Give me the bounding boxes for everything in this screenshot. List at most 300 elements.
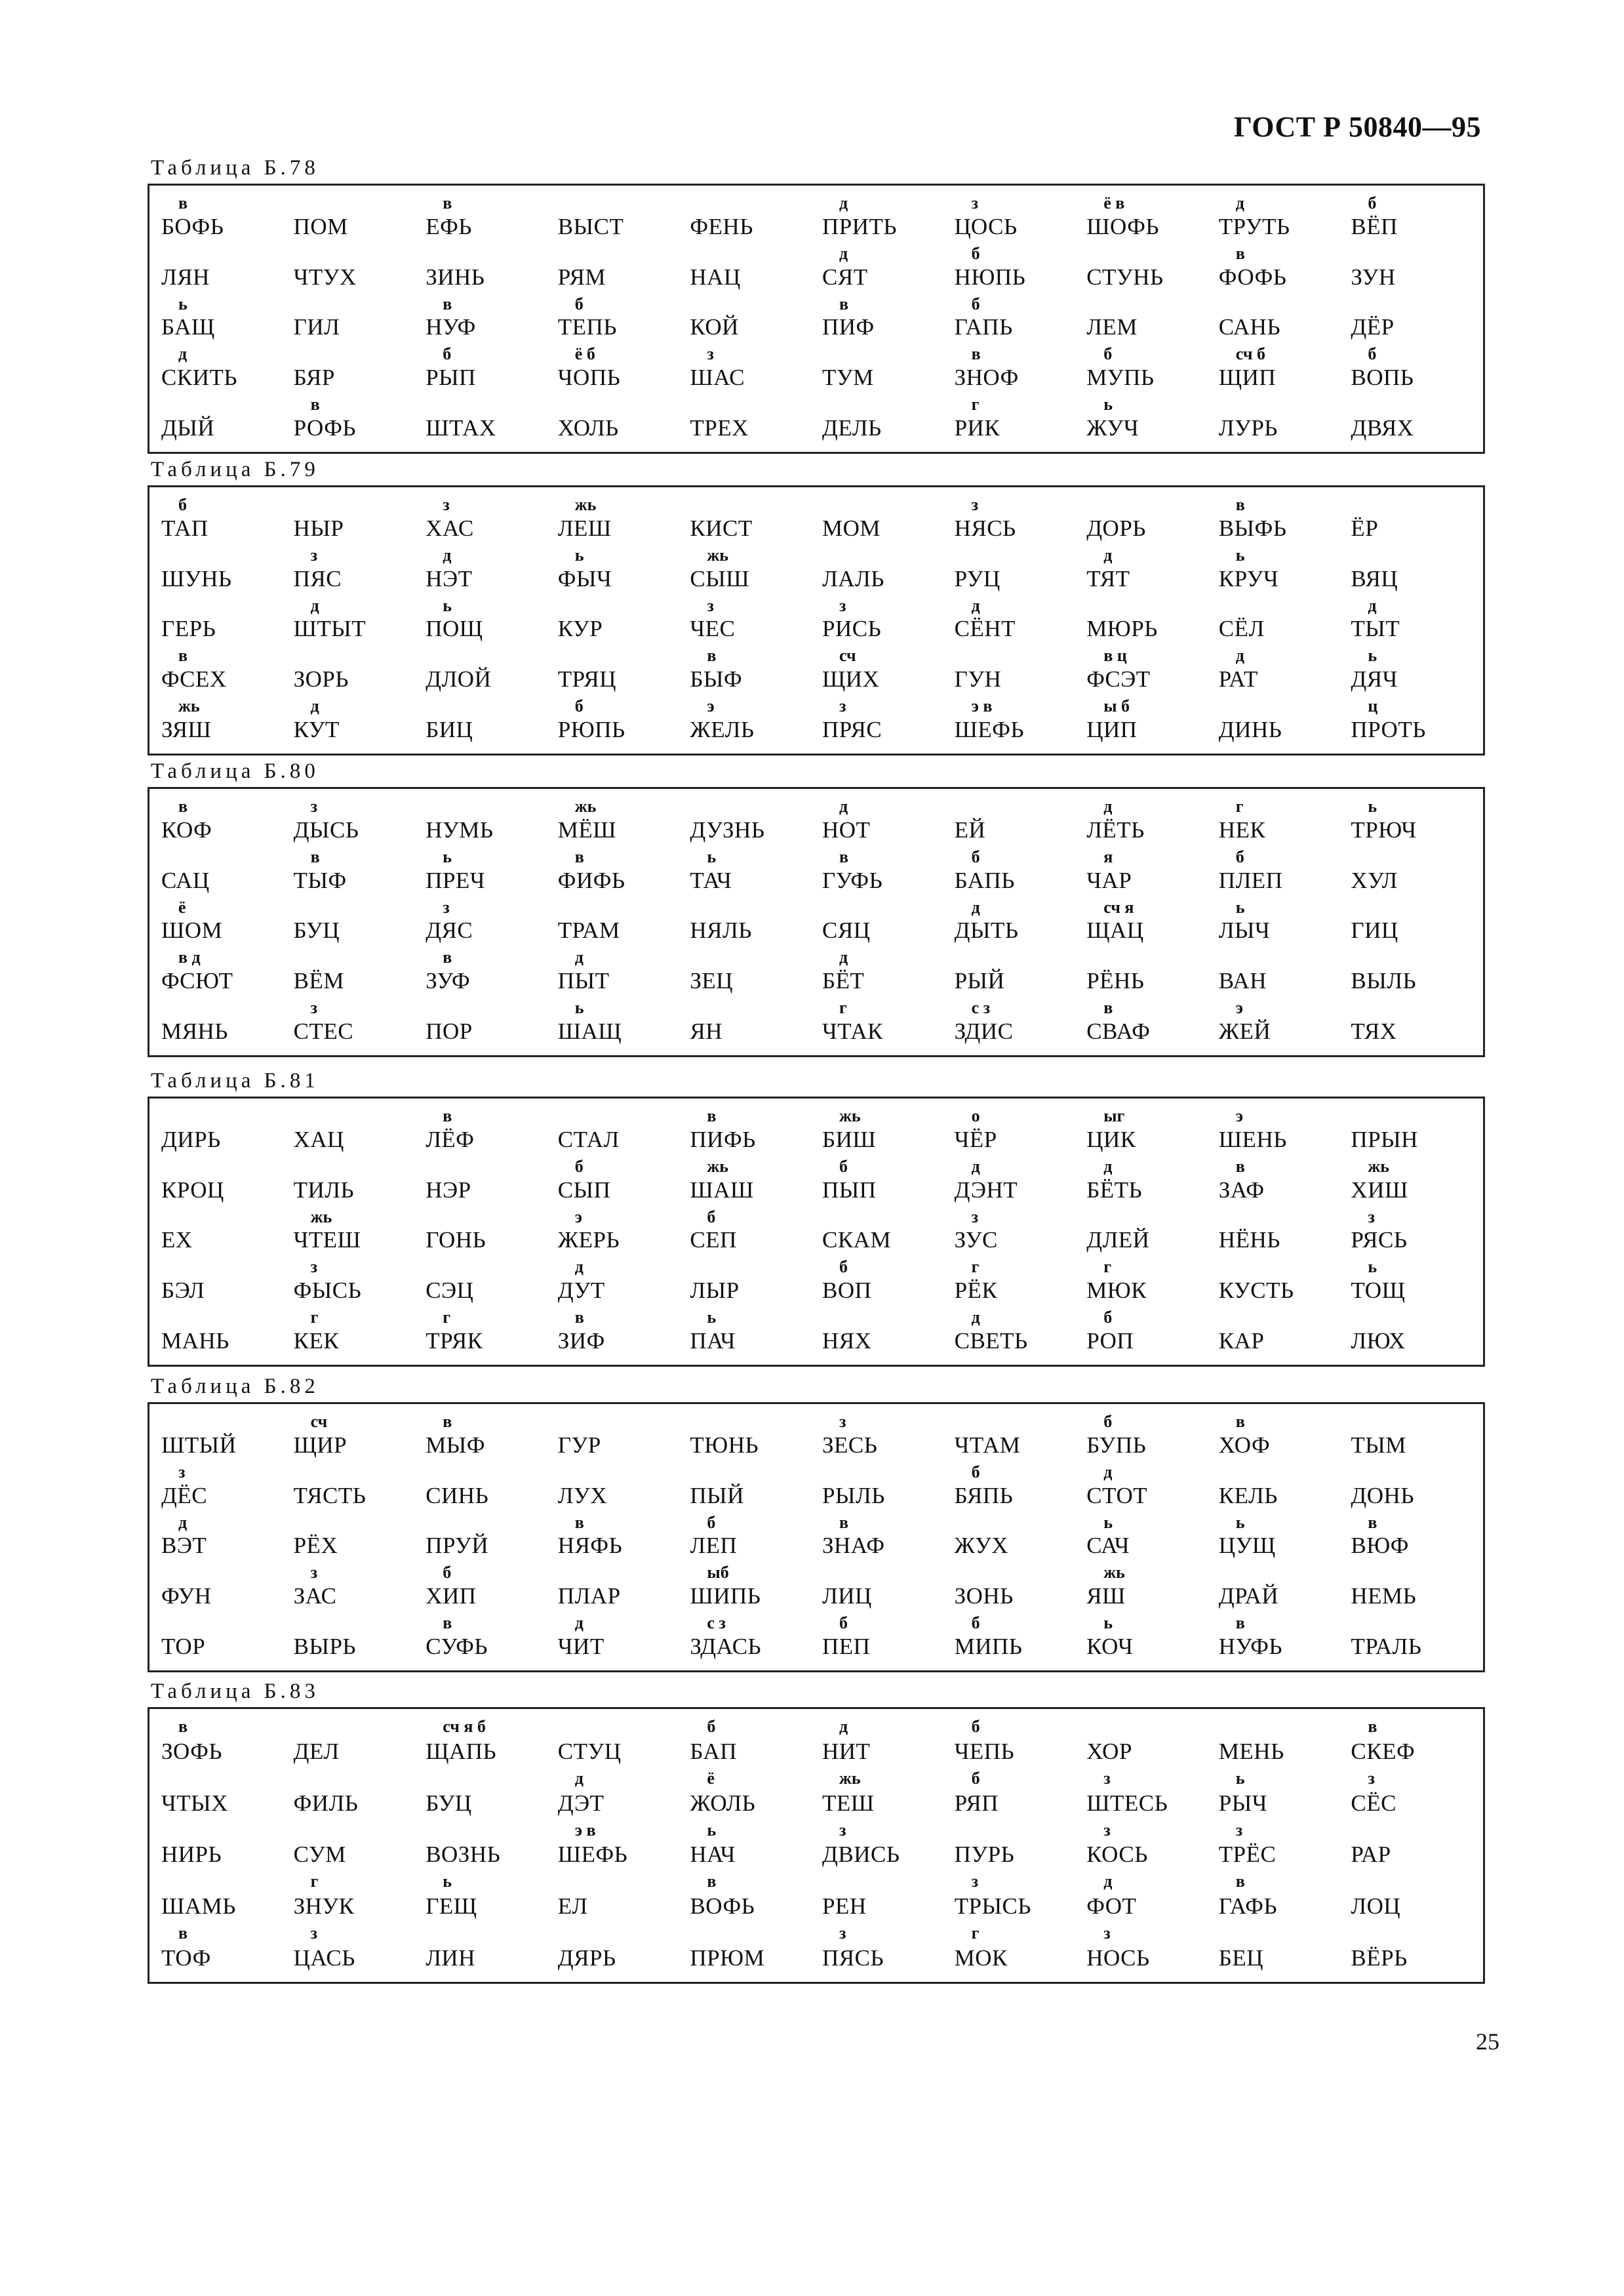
syllable-word: КОЧ	[1086, 1634, 1134, 1659]
syllable-word: ПРИТЬ	[822, 213, 897, 239]
syllable-word: ДВЯХ	[1351, 415, 1414, 441]
syllable-word: СВЕТЬ	[954, 1328, 1028, 1354]
phoneme-annotation: б	[971, 1462, 980, 1481]
syllable-word: РЁК	[954, 1278, 998, 1304]
syllable-word: ЩИР	[293, 1432, 347, 1458]
phoneme-annotation: ь	[1368, 646, 1377, 666]
phoneme-annotation: б	[574, 696, 584, 716]
table-cell	[1219, 646, 1351, 696]
table-cell	[955, 998, 1087, 1049]
phoneme-annotation: в	[443, 1613, 452, 1633]
phoneme-annotation: в	[1103, 998, 1113, 1018]
table-cell	[426, 847, 558, 898]
syllable-word: ЧЕПЬ	[954, 1738, 1015, 1764]
table-cell	[161, 1207, 294, 1258]
syllable-word: СЁС	[1351, 1790, 1396, 1816]
table-cell	[1086, 1513, 1219, 1563]
table-cell	[1219, 1106, 1351, 1157]
syllable-word: ФОФЬ	[1218, 264, 1287, 290]
phoneme-annotation: б	[839, 1156, 848, 1176]
table-cell	[1219, 1308, 1351, 1358]
table-cell	[822, 696, 955, 747]
syllable-word: ЗЕЦ	[690, 968, 734, 994]
phoneme-annotation: в	[178, 1923, 188, 1943]
table-cell	[1219, 1769, 1351, 1821]
table-cell	[822, 1563, 955, 1613]
syllable-word: ПРУЙ	[426, 1533, 489, 1559]
table-cell	[1086, 1157, 1219, 1207]
table-block	[148, 755, 1485, 1057]
syllable-word: ПОМ	[293, 213, 348, 239]
table-cell	[1086, 1769, 1219, 1821]
table-cell	[161, 1412, 294, 1462]
syllable-word: ДЫТЬ	[954, 917, 1019, 944]
table-cell	[822, 546, 955, 596]
table-cell	[1219, 1412, 1351, 1462]
syllable-word: ФСЭТ	[1086, 666, 1151, 693]
table-cell	[822, 1412, 955, 1462]
table-cell	[955, 244, 1087, 294]
syllable-word: РЁХ	[293, 1533, 338, 1559]
phoneme-annotation: з	[839, 1412, 846, 1431]
table-caption: Таблица Б.83	[151, 1680, 319, 1703]
phoneme-annotation: в	[574, 1308, 584, 1327]
phoneme-annotation: жь	[1103, 1563, 1125, 1582]
syllable-word: НЕК	[1218, 816, 1266, 843]
syllable-word: ВОФЬ	[690, 1893, 755, 1920]
table-cell	[161, 898, 294, 948]
syllable-word: ТАП	[161, 515, 208, 541]
phoneme-annotation: з	[310, 797, 318, 816]
syllable-word: ДВИСЬ	[822, 1842, 900, 1868]
syllable-word: РЯСЬ	[1351, 1227, 1408, 1253]
syllable-word: ЛИН	[426, 1945, 475, 1971]
syllable-word: ВЮФ	[1351, 1533, 1409, 1559]
syllable-word: РОП	[1086, 1328, 1134, 1354]
table-cell	[690, 395, 822, 445]
phoneme-annotation: э	[574, 1207, 583, 1226]
syllable-word: МУПЬ	[1086, 365, 1155, 391]
phoneme-annotation: д	[1103, 1462, 1113, 1481]
syllable-word: КОФ	[161, 816, 212, 843]
table-cell	[822, 1872, 955, 1923]
phoneme-annotation: г	[971, 1923, 980, 1943]
table-cell	[1219, 1207, 1351, 1258]
syllable-word: ЖУХ	[954, 1533, 1009, 1559]
table-cell	[161, 1157, 294, 1207]
syllable-word: ХИШ	[1351, 1177, 1408, 1203]
phoneme-annotation: в	[1235, 1156, 1245, 1176]
table-cell	[294, 395, 426, 445]
syllable-word: ВЫРЬ	[293, 1634, 357, 1659]
syllable-word: ЧТЕШ	[293, 1227, 361, 1253]
syllable-word: ПОЩ	[426, 616, 483, 642]
syllable-word: НУФ	[426, 314, 476, 340]
syllable-word: ЁР	[1351, 515, 1379, 541]
syllable-word: РЮПЬ	[557, 717, 625, 742]
table-cell	[1086, 797, 1219, 847]
word-table	[148, 1707, 1485, 1984]
table-cell	[690, 1257, 822, 1308]
table-cell	[822, 1923, 955, 1975]
syllable-word: ВЯЦ	[1351, 565, 1398, 592]
table-cell	[1351, 1106, 1483, 1157]
phoneme-annotation: в	[310, 847, 320, 866]
phoneme-annotation: з	[310, 1563, 318, 1582]
syllable-word: ШЕФЬ	[557, 1842, 628, 1868]
phoneme-annotation: д	[574, 1768, 584, 1788]
table-cell	[1219, 1563, 1351, 1613]
phoneme-annotation: ь	[1235, 545, 1245, 565]
syllable-word: КОСЬ	[1086, 1842, 1148, 1868]
phoneme-annotation: д	[971, 595, 980, 615]
table-cell	[426, 1257, 558, 1308]
phoneme-annotation: в	[839, 1512, 849, 1532]
syllable-word: ЛЮХ	[1351, 1328, 1406, 1354]
syllable-word: СТОТ	[1086, 1482, 1148, 1508]
table-cell	[426, 1412, 558, 1462]
table-cell	[426, 596, 558, 647]
syllable-word: РУЦ	[954, 565, 1000, 592]
table-cell	[822, 395, 955, 445]
syllable-word: ДОНЬ	[1351, 1482, 1414, 1508]
syllable-word: НОСЬ	[1086, 1945, 1150, 1971]
table-cell	[1086, 1308, 1219, 1358]
syllable-word: НЭР	[426, 1177, 471, 1203]
syllable-word: ТЕПЬ	[557, 314, 617, 340]
syllable-word: ТЯХ	[1351, 1018, 1397, 1044]
phoneme-annotation: д	[178, 1512, 188, 1532]
table-cell	[690, 998, 822, 1049]
syllable-word: СЫШ	[690, 565, 750, 592]
phoneme-annotation: б	[1103, 1308, 1113, 1327]
table-cell	[426, 1462, 558, 1513]
table-cell	[955, 1821, 1087, 1872]
syllable-word: ДЫСЬ	[293, 816, 359, 843]
syllable-word: ПЯС	[293, 565, 342, 592]
syllable-word: ТРЯЦ	[557, 666, 617, 693]
phoneme-annotation: з	[443, 495, 450, 514]
table-cell	[690, 797, 822, 847]
phoneme-annotation: ыб	[707, 1563, 729, 1582]
syllable-word: ЧТЫХ	[161, 1790, 228, 1816]
phoneme-annotation: д	[310, 696, 319, 716]
phoneme-annotation: ё	[178, 897, 186, 917]
syllable-word: ХОР	[1086, 1738, 1132, 1764]
syllable-word: ГОНЬ	[426, 1227, 486, 1253]
table-cell	[1351, 344, 1483, 395]
table-cell	[690, 1308, 822, 1358]
syllable-word: НЫР	[293, 515, 344, 541]
syllable-word: ПЫТ	[557, 968, 610, 994]
syllable-word: РИК	[954, 415, 1000, 441]
phoneme-annotation: б	[971, 1613, 980, 1633]
syllable-word: ЛЕП	[690, 1533, 738, 1559]
syllable-word: ПЛЕП	[1218, 867, 1283, 893]
phoneme-annotation: в	[707, 1106, 717, 1125]
syllable-word: ЖЕРЬ	[557, 1227, 620, 1253]
table-cell	[1086, 244, 1219, 294]
table-cell	[690, 1717, 822, 1769]
phoneme-annotation: э	[707, 696, 715, 716]
syllable-word: НЁНЬ	[1218, 1227, 1280, 1253]
table-cell	[294, 1308, 426, 1358]
phoneme-annotation: з	[310, 998, 318, 1018]
table-cell	[1086, 696, 1219, 747]
phoneme-annotation: з	[443, 897, 450, 917]
syllable-word: БАПЬ	[954, 867, 1015, 893]
phoneme-annotation: в	[178, 797, 188, 816]
phoneme-annotation: ь	[574, 545, 584, 565]
phoneme-annotation: ь	[443, 595, 452, 615]
syllable-word: ГЕЩ	[426, 1893, 477, 1920]
word-table	[148, 485, 1485, 755]
table-cell	[1219, 1717, 1351, 1769]
phoneme-annotation: в	[707, 646, 717, 666]
syllable-word: КУСТЬ	[1218, 1278, 1294, 1304]
table-cell	[1219, 898, 1351, 948]
table-cell	[690, 1207, 822, 1258]
syllable-word: МЯНЬ	[161, 1018, 228, 1044]
table-cell	[426, 546, 558, 596]
table-block	[148, 454, 1485, 755]
syllable-word: МИПЬ	[954, 1634, 1023, 1659]
table-cell	[294, 1821, 426, 1872]
phoneme-annotation: б	[707, 1717, 716, 1736]
table-cell	[955, 294, 1087, 345]
phoneme-annotation: з	[1103, 1820, 1111, 1840]
table-cell	[822, 646, 955, 696]
table-cell	[1086, 495, 1219, 546]
table-cell	[294, 596, 426, 647]
syllable-word: ЛЁФ	[426, 1126, 475, 1152]
syllable-word: СЁЛ	[1218, 616, 1265, 642]
table-cell	[294, 898, 426, 948]
syllable-word: ЛИЦ	[822, 1583, 872, 1609]
syllable-word: БЯР	[293, 365, 335, 391]
syllable-word: ТЫФ	[293, 867, 347, 893]
phoneme-annotation: ь	[1368, 797, 1377, 816]
syllable-word: ПОР	[426, 1018, 473, 1044]
phoneme-annotation: ь	[443, 847, 452, 866]
syllable-word: ЯН	[690, 1018, 723, 1044]
phoneme-annotation: в	[839, 847, 849, 866]
table-cell	[294, 344, 426, 395]
syllable-word: ЧТУХ	[293, 264, 357, 290]
table-cell	[822, 1157, 955, 1207]
syllable-word: ЗЕСЬ	[822, 1432, 878, 1458]
table-cell	[690, 1412, 822, 1462]
syllable-word: САЧ	[1086, 1533, 1130, 1559]
table-cell	[822, 495, 955, 546]
table-cell	[294, 1157, 426, 1207]
table-cell	[1086, 1257, 1219, 1308]
phoneme-annotation: ь	[707, 847, 717, 866]
syllable-word: ДЛЕЙ	[1086, 1227, 1150, 1253]
table-cell	[294, 1513, 426, 1563]
table-block	[148, 1065, 1485, 1367]
table-cell	[690, 1462, 822, 1513]
syllable-word: ШОФЬ	[1086, 213, 1159, 239]
table-cell	[690, 1106, 822, 1157]
syllable-word: СЁНТ	[954, 616, 1016, 642]
table-cell	[294, 1462, 426, 1513]
syllable-word: ВОЗНЬ	[426, 1842, 501, 1868]
table-cell	[822, 1257, 955, 1308]
phoneme-annotation: з	[1103, 1768, 1111, 1788]
phoneme-annotation: з	[178, 1462, 186, 1481]
phoneme-annotation: ь	[443, 1872, 452, 1891]
syllable-word: ПИФ	[822, 314, 875, 340]
phoneme-annotation: з	[839, 1820, 846, 1840]
syllable-word: ЧЁР	[954, 1126, 997, 1152]
syllable-word: ШОМ	[161, 917, 223, 944]
syllable-word: ВЫСТ	[557, 213, 624, 239]
table-cell	[161, 1106, 294, 1157]
phoneme-annotation: ь	[707, 1308, 717, 1327]
table-cell	[955, 1613, 1087, 1664]
syllable-word: РИСЬ	[822, 616, 882, 642]
phoneme-annotation: д	[1368, 595, 1377, 615]
syllable-word: ШЕФЬ	[954, 717, 1025, 742]
phoneme-annotation: б	[707, 1512, 716, 1532]
syllable-word: ТРЫСЬ	[954, 1893, 1031, 1920]
table-cell	[1219, 294, 1351, 345]
syllable-word: ГУФЬ	[822, 867, 883, 893]
table-cell	[161, 1923, 294, 1975]
phoneme-annotation: э в	[971, 696, 993, 716]
table-cell	[558, 244, 690, 294]
table-cell	[1086, 1717, 1219, 1769]
table-cell	[1086, 395, 1219, 445]
table-cell	[822, 847, 955, 898]
phoneme-annotation: д	[839, 1717, 848, 1736]
syllable-word: РЫЙ	[954, 968, 1005, 994]
phoneme-annotation: в д	[178, 948, 201, 967]
syllable-word: ПЛАР	[557, 1583, 621, 1609]
syllable-word: ДЕЛЬ	[822, 415, 882, 441]
syllable-word: РАР	[1351, 1842, 1391, 1868]
syllable-word: ТОЩ	[1351, 1278, 1406, 1304]
table-cell	[558, 1308, 690, 1358]
table-cell	[1219, 1257, 1351, 1308]
phoneme-annotation: з	[839, 595, 846, 615]
syllable-word: НЯСЬ	[954, 515, 1016, 541]
phoneme-annotation: жь	[1368, 1156, 1389, 1176]
syllable-word: НИРЬ	[161, 1842, 222, 1868]
syllable-word: РЫП	[426, 365, 476, 391]
table-cell	[1351, 1821, 1483, 1872]
document-code: ГОСТ Р 50840—95	[1233, 111, 1481, 143]
syllable-word: ЛУРЬ	[1218, 415, 1278, 441]
syllable-word: НЭТ	[426, 565, 473, 592]
syllable-word: ЗЯШ	[161, 717, 212, 742]
phoneme-annotation: б	[443, 1563, 452, 1582]
table-cell	[1351, 1207, 1483, 1258]
syllable-word: ЗУН	[1351, 264, 1396, 290]
table-cell	[426, 1308, 558, 1358]
table-cell	[1086, 898, 1219, 948]
table-cell	[426, 1821, 558, 1872]
table-cell	[1086, 546, 1219, 596]
table-cell	[1351, 1769, 1483, 1821]
syllable-word: ШИПЬ	[690, 1583, 761, 1609]
phoneme-annotation: в	[443, 294, 452, 313]
table-cell	[955, 847, 1087, 898]
phoneme-annotation: д	[574, 1613, 584, 1633]
table-cell	[558, 395, 690, 445]
syllable-word: ШЕНЬ	[1218, 1126, 1287, 1152]
phoneme-annotation: б	[707, 1207, 716, 1226]
table-cell	[690, 898, 822, 948]
syllable-word: ПРЕЧ	[426, 867, 486, 893]
syllable-word: ГИЦ	[1351, 917, 1398, 944]
syllable-word: ФСЮТ	[161, 968, 233, 994]
syllable-word: ЧТАК	[822, 1018, 884, 1044]
table-cell	[1219, 1157, 1351, 1207]
phoneme-annotation: э в	[574, 1820, 596, 1840]
syllable-word: ЛЕМ	[1086, 314, 1138, 340]
phoneme-annotation: з	[310, 1923, 318, 1943]
table-cell	[1219, 797, 1351, 847]
table-cell	[1086, 1923, 1219, 1975]
phoneme-annotation: д	[839, 243, 848, 263]
syllable-word: ТРЯК	[426, 1328, 483, 1354]
phoneme-annotation: д	[1103, 1872, 1113, 1891]
syllable-word: ВАН	[1218, 968, 1267, 994]
syllable-word: ВЁМ	[293, 968, 344, 994]
table-cell	[294, 696, 426, 747]
phoneme-annotation: в	[443, 193, 452, 212]
syllable-word: ЗОРЬ	[293, 666, 349, 693]
table-cell	[822, 797, 955, 847]
table-cell	[1351, 294, 1483, 345]
syllable-word: ТЯТ	[1086, 565, 1130, 592]
table-cell	[161, 847, 294, 898]
table-cell	[690, 1563, 822, 1613]
phoneme-annotation: з	[839, 696, 846, 716]
table-block	[148, 1676, 1485, 1984]
syllable-word: ЩИП	[1218, 365, 1277, 391]
syllable-word: ДЕЛ	[293, 1738, 340, 1764]
syllable-word: ДЁР	[1351, 314, 1395, 340]
phoneme-annotation: ё	[707, 1768, 715, 1788]
table-cell	[161, 1872, 294, 1923]
table-cell	[161, 998, 294, 1049]
syllable-word: ТЫМ	[1351, 1432, 1406, 1458]
table-cell	[294, 1613, 426, 1664]
table-cell	[955, 495, 1087, 546]
phoneme-annotation: з	[1368, 1207, 1375, 1226]
phoneme-annotation: ь	[1235, 1768, 1245, 1788]
phoneme-annotation: сч я б	[443, 1717, 486, 1736]
table-cell	[426, 1769, 558, 1821]
syllable-word: ГАПЬ	[954, 314, 1013, 340]
phoneme-annotation: в	[443, 1106, 452, 1125]
table-cell	[955, 344, 1087, 395]
table-cell	[294, 1207, 426, 1258]
phoneme-annotation: д	[839, 797, 848, 816]
syllable-word: ЦИП	[1086, 717, 1138, 742]
syllable-word: ПЯСЬ	[822, 1945, 884, 1971]
phoneme-annotation: сч	[839, 646, 856, 666]
syllable-word: ДЁС	[161, 1482, 208, 1508]
table-cell	[426, 1923, 558, 1975]
phoneme-annotation: жь	[574, 797, 597, 816]
syllable-word: ПИФЬ	[690, 1126, 756, 1152]
syllable-word: РЕН	[822, 1893, 867, 1920]
syllable-word: СЕП	[690, 1227, 737, 1253]
